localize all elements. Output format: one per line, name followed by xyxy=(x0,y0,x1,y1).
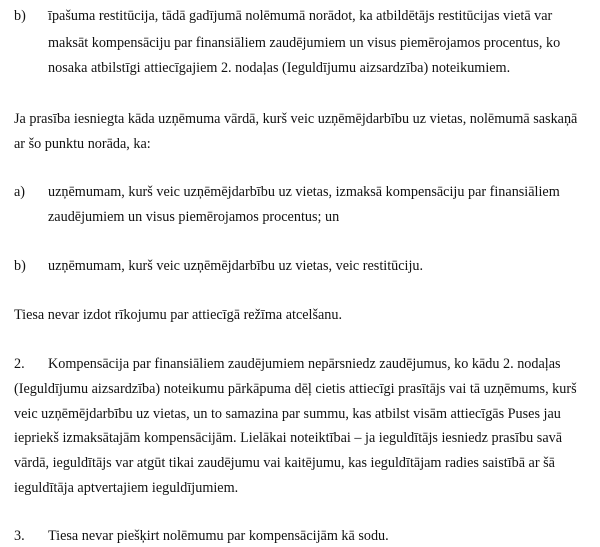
text-line: īpašuma restitūcija, tādā gadījumā nolēmumā norādot, ka atbildētājs restitūcijas vietā var xyxy=(48,8,553,24)
text-line: (Ieguldījumu aizsardzība) noteikumu pārkāpuma dēļ cietis attiecīgi prasītājs vai tā uzņēmums, kurš xyxy=(14,381,577,397)
text-line: nosaka atbilstīgi attiecīgajiem 2. nodaļas (Ieguldījumu aizsardzība) noteikumiem. xyxy=(48,60,511,76)
list-label-a: a) xyxy=(14,184,26,200)
text-line: Kompensācija par finansiāliem zaudējumiem nepārsniedz zaudējumus, ko kādu 2. nodaļas xyxy=(48,356,561,372)
list-label-b: b) xyxy=(14,258,26,274)
text-line: Tiesa nevar izdot rīkojumu par attiecīgā režīma atcelšanu. xyxy=(14,307,343,323)
text-line: Ja prasība iesniegta kāda uzņēmuma vārdā, kurš veic uzņēmējdarbību uz vietas, nolēmumā saskaņā xyxy=(14,111,578,127)
text-line: Tiesa nevar piešķirt nolēmumu par kompensācijām kā sodu. xyxy=(48,528,389,544)
text-line: uzņēmumam, kurš veic uzņēmējdarbību uz vietas, izmaksā kompensāciju par finansiāliem xyxy=(48,184,560,200)
text-line: iepriekš izmaksātajām kompensācijām. Lielākai noteiktībai – ja ieguldītājs iesniedz prasību savā xyxy=(14,430,563,446)
list-label-b-restitution: b) xyxy=(14,8,26,24)
text-line: maksāt kompensāciju par finansiāliem zaudējumiem un visus piemērojamos procentus, ko xyxy=(48,35,561,51)
list-label-2: 2. xyxy=(14,356,25,372)
text-line: zaudējumiem un visus piemērojamos procentus; un xyxy=(48,209,340,225)
text-line: vārdā, ieguldītājs var atgūt tikai zaudējumu vai kaitējumu, kas ieguldītājam radies saistībā ar šā xyxy=(14,455,555,471)
text-line: uzņēmumam, kurš veic uzņēmējdarbību uz vietas, veic restitūciju. xyxy=(48,258,424,274)
text-line: ar šo punktu norāda, ka: xyxy=(14,136,151,152)
list-label-3: 3. xyxy=(14,528,25,544)
text-line: ieguldītāja aptvertajiem ieguldījumiem. xyxy=(14,480,239,496)
text-line: veic uzņēmējdarbību uz vietas, un to samazina par summu, kas atbilst visām attiecīgās Puses jau xyxy=(14,406,561,422)
